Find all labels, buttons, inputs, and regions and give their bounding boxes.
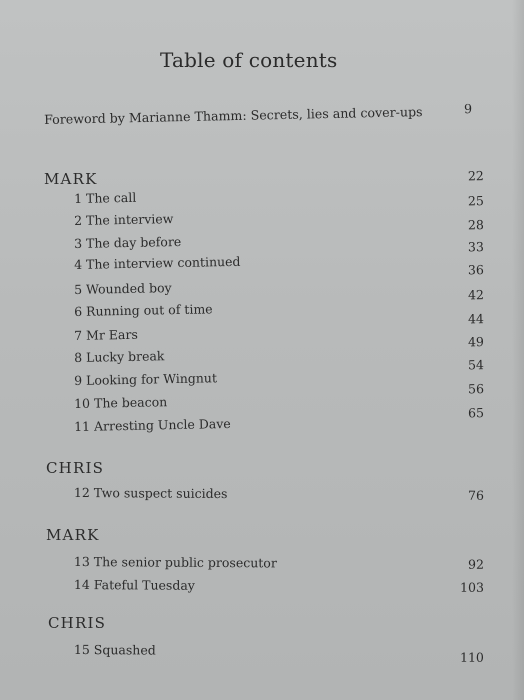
- section-heading-chris: CHRIS: [46, 459, 105, 477]
- entry-title: 5 Wounded boy: [74, 280, 172, 297]
- entry-title: 15 Squashed: [73, 642, 156, 658]
- entry-page-number: 103: [460, 579, 484, 595]
- entry-page-number: 76: [467, 487, 484, 503]
- toc-entry: [74, 642, 494, 665]
- entry-page-number: 42: [467, 287, 485, 303]
- entry-page-number: 22: [467, 168, 484, 184]
- entry-title: 12 Two suspect suicides: [73, 485, 228, 502]
- entry-page-number: 36: [467, 262, 484, 278]
- entry-page-number: 56: [467, 381, 485, 397]
- entry-title: 10 The beacon: [74, 394, 168, 411]
- entry-title: 11 Arresting Uncle Dave: [74, 415, 231, 434]
- entry-page-number: 25: [467, 193, 484, 209]
- foreword-label: Foreword by Marianne Thamm: Secrets, lies and cover-ups: [44, 104, 423, 127]
- entry-page-number: 65: [467, 405, 485, 421]
- foreword-page-number: 9: [463, 101, 473, 117]
- page-edge-shadow: [512, 0, 524, 700]
- entry-title: 2 The interview: [74, 211, 174, 228]
- entry-title: 9 Looking for Wingnut: [74, 370, 218, 388]
- section-heading-mark: MARK: [46, 526, 100, 544]
- entry-title: 1 The call: [74, 189, 137, 206]
- entry-page-number: 33: [467, 239, 485, 255]
- entry-title: 3 The day before: [74, 233, 182, 251]
- entry-title: 7 Mr Ears: [74, 326, 138, 343]
- page-title: Table of contents: [160, 48, 338, 72]
- entry-page-number: 54: [467, 357, 485, 373]
- entry-page-number: 49: [467, 334, 485, 350]
- entry-title: 8 Lucky break: [74, 348, 165, 365]
- entry-title: 14 Fateful Tuesday: [73, 577, 195, 593]
- entry-page-number: 28: [467, 217, 485, 233]
- entry-page-number: 44: [467, 311, 485, 327]
- section-heading-chris: CHRIS: [48, 614, 107, 632]
- entry-title: 6 Running out of time: [74, 301, 213, 319]
- section-heading-mark: MARK: [44, 170, 98, 188]
- entry-page-number: 92: [467, 556, 484, 572]
- entry-title: 13 The senior public prosecutor: [73, 554, 277, 571]
- entry-page-number: 110: [459, 649, 484, 665]
- entry-title: 4 The interview continued: [74, 253, 241, 272]
